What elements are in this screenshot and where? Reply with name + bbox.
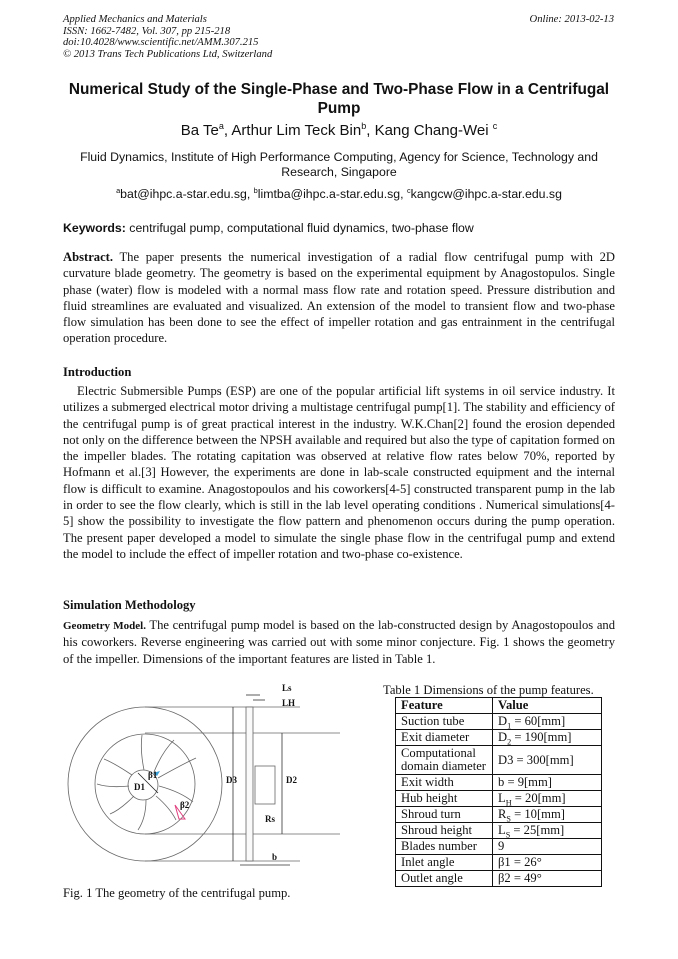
abstract	[63, 249, 615, 347]
doi: doi:10.4028/www.scientific.net/AMM.307.215	[63, 37, 259, 48]
value-cell	[493, 791, 602, 807]
value-symbol: R	[498, 807, 507, 821]
keywords-text: centrifugal pump, computational fluid dynamics, two-phase flow	[125, 221, 474, 235]
methodology-heading: Simulation Methodology	[63, 598, 196, 612]
value-subscript: S	[506, 814, 511, 824]
feature-cell: Outlet angle	[396, 871, 493, 887]
value-cell	[493, 823, 602, 839]
table-row	[396, 871, 602, 887]
value-cell	[493, 775, 602, 791]
feature-cell: Hub height	[396, 791, 493, 807]
feature-cell: Exit width	[396, 775, 493, 791]
author-name: Kang Chang-Wei	[374, 122, 493, 139]
feature-cell: Shroud turn	[396, 807, 493, 823]
value-symbol: D	[498, 730, 508, 744]
label-beta1: β1	[148, 770, 158, 780]
introduction-heading: Introduction	[63, 365, 132, 379]
label-d2: D2	[286, 775, 297, 785]
col-value: Value	[493, 698, 602, 714]
email-sup: b	[253, 185, 258, 195]
table-caption: Table 1 Dimensions of the pump features.	[383, 683, 594, 697]
label-d1: D1	[134, 782, 145, 792]
value-symbol: D3 = 300[mm]	[498, 752, 574, 767]
dimensions-table	[395, 697, 602, 887]
paper-title: Numerical Study of the Single-Phase and Two-Phase Flow in a Centrifugal Pump	[68, 81, 610, 117]
feature-cell: Inlet angle	[396, 855, 493, 871]
table-row	[396, 714, 602, 730]
authors: Ba Te$^a$, Arthur Lim Teck Bin$^b$, Kang Chang-Wei $^c$	[180, 121, 498, 139]
value-subscript: H	[505, 798, 512, 808]
copyright: © 2013 Trans Tech Publications Ltd, Switzerland	[63, 48, 273, 60]
table-row	[396, 855, 602, 871]
value-symbol: L	[498, 823, 506, 837]
col-feature: Feature	[396, 698, 493, 714]
value-symbol: D	[498, 714, 508, 728]
geometry-model-text: The centrifugal pump model is based on the lab-constructed design by Anagostopoulos and his coworkers. Reverse engineering was carried out with some minor conjecture. Fig. 1 shows the geometry of the impeller. Dimensions of the important features are listed in Table 1.	[63, 618, 616, 666]
email-sup: c	[406, 185, 411, 195]
label-b: b	[272, 852, 278, 862]
table-row	[396, 746, 602, 775]
table-header-row	[396, 698, 602, 714]
feature-cell: Shroud height	[396, 823, 493, 839]
value-subscript: 1	[507, 721, 512, 731]
affiliation: Fluid Dynamics, Institute of High Performance Computing, Agency for Science, Technology and Research, Singapore	[80, 150, 598, 179]
author-sup: c	[492, 121, 498, 131]
impeller-figure	[50, 680, 380, 880]
table-row	[396, 775, 602, 791]
feature-cell: Suction tube	[396, 714, 493, 730]
journal-name: Applied Mechanics and Materials	[63, 14, 207, 25]
author-sup: a	[218, 121, 224, 131]
introduction-text: Electric Submersible Pumps (ESP) are one of the popular artificial lift systems in oil service industry. It utilizes a submerged electrical motor driving a multistage centrifugal pump[1]. The stability and efficiency of the centrifugal pump is of great practical interest in the industry. W.K.Chan[2] found the erosion depended not only on the difference between the NPSH available and required but also the type of capitation formed on the impeller blades. The rotating capitation was observed at relative flow rates below 70%, reported by Hofmann et al.[3] However, the experiments are done in lab-scale constructed equipment and the internal flow is difficult to examine. Anagostopoulos and his coworkers[4-5] constructed transparent pump in the lab in order to see the flow clearly, which is still in the lab level operating conditions . Numerical simulations[4-5] show the possibility to investigate the flow pattern and phenomenon occurs during the pump operation. The present paper developed a model to simulate the single phase flow in the centrifugal pump and extend the model to include the effect of impeller rotation and two-phase co-existence.	[63, 384, 615, 561]
value-symbol: β1 = 26°	[498, 855, 542, 869]
issn: ISSN: 1662-7482, Vol. 307, pp 215-218	[63, 25, 231, 37]
label-ls: Ls	[282, 683, 292, 693]
email-sup: a	[116, 185, 121, 195]
value-rest: = 10[mm]	[510, 807, 565, 821]
abstract-label: Abstract.	[63, 250, 114, 264]
value-symbol: b = 9[mm]	[498, 775, 552, 789]
email: limtba@ihpc.a-star.edu.sg	[257, 187, 401, 201]
feature-cell: Computational domain diameter	[396, 746, 493, 775]
value-rest: = 190[mm]	[511, 730, 572, 744]
table-row	[396, 839, 602, 855]
value-cell	[493, 871, 602, 887]
keywords	[63, 221, 474, 235]
methodology-text	[63, 617, 615, 667]
email: kangcw@ihpc.a-star.edu.sg	[410, 187, 562, 201]
publication-header	[63, 14, 272, 60]
author-sup: b	[361, 121, 367, 131]
value-cell	[493, 807, 602, 823]
value-cell	[493, 839, 602, 855]
keywords-label: Keywords:	[63, 221, 126, 235]
abstract-text: The paper presents the numerical investigation of a radial flow centrifugal pump with 2D curvature blade geometry. The geometry is based on the experimental equipment by Anagostopulos. Single phase (water) flow is modeled with a normal mass flow rate and rotation speed. Pressure distribution and fluid streamlines are evaluated and visualized. An extension of the model to transient flow and two-phase flow simulation has been done to see the effect of impeller rotation and gas entrainment in the centrifugal operation procedure.	[63, 250, 615, 346]
value-cell	[493, 714, 602, 730]
geometry-model-label: Geometry Model.	[63, 620, 146, 632]
label-beta2: β2	[180, 800, 190, 810]
figure-caption: Fig. 1 The geometry of the centrifugal pump.	[63, 886, 291, 900]
email: bat@ihpc.a-star.edu.sg	[120, 187, 247, 201]
value-rest: = 60[mm]	[511, 714, 566, 728]
table-row	[396, 730, 602, 746]
value-symbol: 9	[498, 839, 505, 853]
feature-cell: Blades number	[396, 839, 493, 855]
online-date: Online: 2013-02-13	[529, 14, 614, 25]
value-rest: = 20[mm]	[511, 791, 566, 805]
value-cell	[493, 730, 602, 746]
value-subscript: S	[505, 830, 511, 840]
author-name: Arthur Lim Teck Bin	[231, 122, 362, 139]
feature-cell: Exit diameter	[396, 730, 493, 746]
value-cell	[493, 746, 602, 775]
table-row	[396, 823, 602, 839]
table-row	[396, 807, 602, 823]
value-symbol: L	[498, 791, 506, 805]
label-d3: D3	[226, 775, 237, 785]
value-subscript: 2	[507, 737, 512, 747]
value-rest: = 25[mm]	[510, 823, 565, 837]
label-rs: Rs	[265, 814, 276, 824]
author-name: Ba Te	[180, 122, 219, 139]
table-row	[396, 791, 602, 807]
label-lh: LH	[282, 698, 296, 708]
value-cell	[493, 855, 602, 871]
value-symbol: β2 = 49°	[498, 871, 542, 885]
emails: $^a$bat@ihpc.a-star.edu.sg, $^b$limtba@ihpc.a-star.edu.sg, $^c$kangcw@ihpc.a-star.edu.sg	[116, 185, 562, 201]
